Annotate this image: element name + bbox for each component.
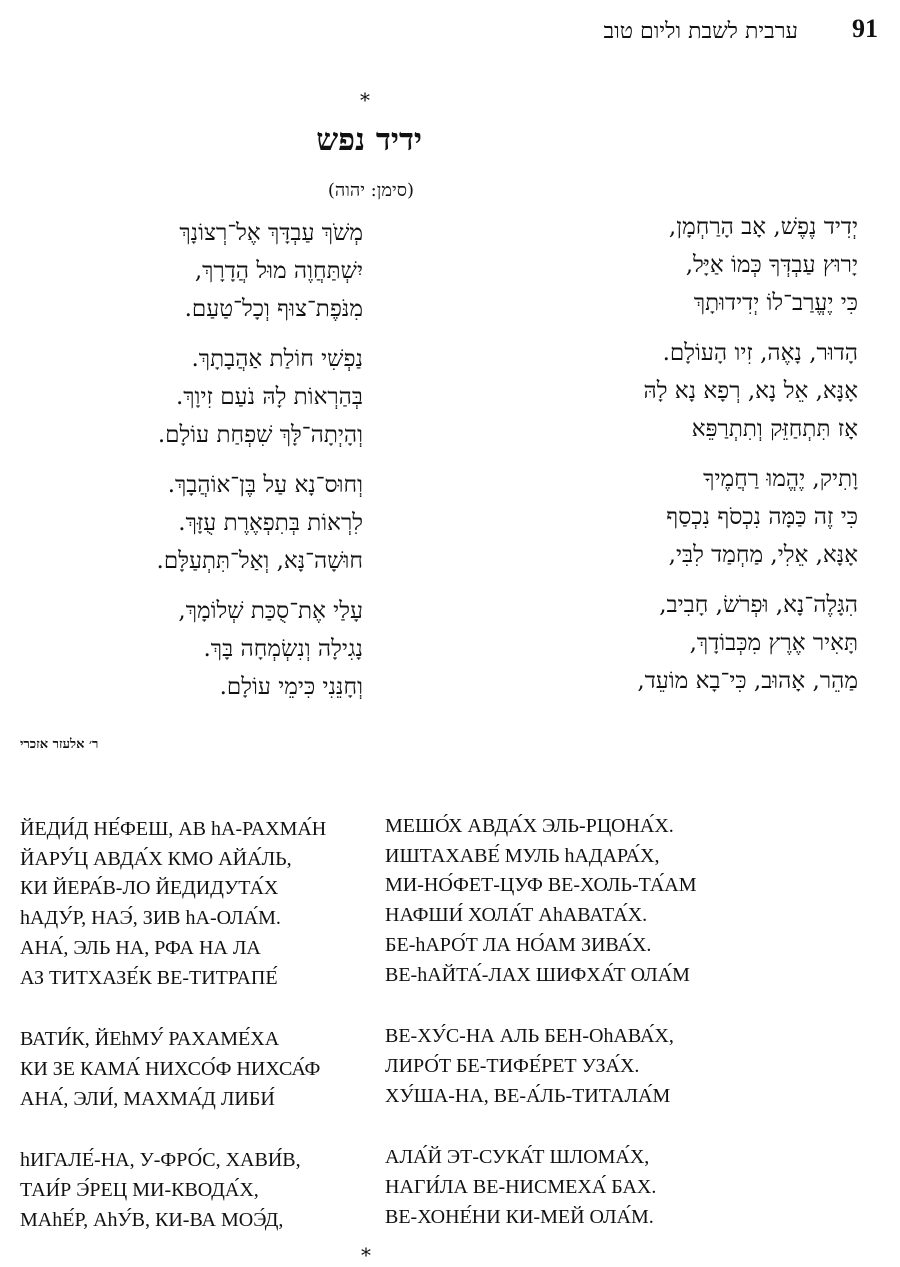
hebrew-stanza <box>637 460 858 574</box>
hebrew-stanza <box>157 214 363 328</box>
hebrew-verse-line: לִרְאוֹת בְּתִפְאֶרֶת עֻזָּךְ. <box>178 510 363 536</box>
transliteration-line: ВЕ-hАЙТА́-ЛАХ ШИФХА́Т ОЛА́М <box>385 963 690 986</box>
transliteration-line: АНА́, ЭЛЬ НА, РФА НА ЛА <box>20 936 261 959</box>
hebrew-stanza <box>637 334 858 448</box>
hebrew-verse-line: הִגָּלֶה־נָא, וּפְרֹשׂ, חָבִיב, <box>659 592 858 618</box>
hebrew-verse-line: אָז תִּתְחַזֵּק וְתִתְרַפֵּא <box>691 416 858 442</box>
hebrew-verse-line: מִנֹּפֶת־צוּף וְכָל־טַעַם. <box>184 296 363 322</box>
hebrew-verse-line: יְדִיד נֶפֶשׁ, אָב הָרַחְמָן, <box>668 214 858 240</box>
page-number: 91 <box>852 14 878 43</box>
transliteration-line: НАФШИ́ ХОЛА́Т АhАВАТА́Х. <box>385 904 648 927</box>
hebrew-verse-line: וָתִיק, יֶהֱמוּ רַחֲמֶיךָ <box>703 466 858 492</box>
transliteration-line: АЗ ТИТХАЗЕ́К ВЕ-ТИТРАПЕ́ <box>20 966 278 989</box>
hebrew-verse-line: מְשֹׁךְ עַבְדָּךְ אֶל־רְצוֹנָךְ <box>179 220 363 246</box>
transliteration-stanza <box>20 1146 326 1235</box>
hebrew-verse-line: עָלַי אֶת־סֻכַּת שְׁלוֹמָךְ, <box>178 598 363 624</box>
hebrew-verse-line: אָנָּא, אֵל נָא, רְפָא נָא לָהּ <box>643 378 858 404</box>
transliteration-line: ЙАРУ́Ц АВДА́Х КМО АЙА́ЛЬ, <box>20 847 292 870</box>
hebrew-verse-line: יִשְׁתַּחֲוֶה מוּל הֲדָרָךְ, <box>194 258 363 284</box>
hebrew-verse-line: נָגִילָה וְנִשְׂמְחָה בָּךְ. <box>203 636 363 662</box>
hebrew-stanza <box>637 586 858 700</box>
hebrew-column-right <box>637 208 858 712</box>
star-ornament-bottom: * <box>361 1243 371 1267</box>
hebrew-verse-line: כִּי זֶה כַּמָּה נִכְסֹף נִכְסַף <box>666 504 858 530</box>
poem-title: ידיד נפש <box>316 122 422 158</box>
hebrew-stanza <box>637 208 858 322</box>
transliteration-stanza <box>385 1143 697 1232</box>
hebrew-verse-line: וְחָנֵּנִי כִּימֵי עוֹלָם. <box>219 674 363 700</box>
transliteration-line: ИШТАХАВЕ́ МУЛЬ hАДАРА́Х, <box>385 844 660 867</box>
star-ornament: * <box>360 88 370 112</box>
transliteration-line: КИ ЙЕРА́В-ЛО ЙЕДИДУТА́Х <box>20 877 279 900</box>
transliteration-line: ХУ́ША-НА, ВЕ-А́ЛЬ-ТИТАЛА́М <box>385 1084 671 1107</box>
transliteration-stanza <box>20 815 326 993</box>
hebrew-column-left <box>157 214 363 718</box>
running-title: ערבית לשבת וליום טוב <box>603 19 798 44</box>
transliteration-line: БЕ-hАРО́Т ЛА НО́АМ ЗИВА́Х. <box>385 933 652 956</box>
transliteration-line: ЛИРО́Т БЕ-ТИФЕ́РЕТ УЗА́Х. <box>385 1054 640 1077</box>
transliteration-line: ЙЕДИ́Д НЕ́ФЕШ, АВ hА-РАХМА́Н <box>20 818 327 840</box>
transliteration-line: НАГИ́ЛА ВЕ-НИСМЕХА́ БАХ. <box>385 1176 657 1199</box>
transliteration-column-right <box>385 812 697 1264</box>
transliteration-line: hАДУ́Р, НАЭ́, ЗИВ hА-ОЛА́М. <box>20 907 281 930</box>
hebrew-verse-line: כִּי יֶעֱרַב־לוֹ יְדִידוּתָךְ <box>693 290 858 316</box>
hebrew-verse-line: נַפְשִׁי חוֹלַת אַהֲבָתָךְ. <box>191 346 363 372</box>
hebrew-verse-line: הָדוּר, נָאֶה, זִיו הָעוֹלָם. <box>662 340 858 366</box>
transliteration-line: ВАТИ́К, ЙЕhМУ́ РАХАМЕ́ХА <box>20 1028 280 1051</box>
transliteration-line: МАhЕ́Р, АhУ́В, КИ-ВА МОЭ́Д, <box>20 1208 284 1231</box>
transliteration-line: КИ ЗЕ КАМА́ НИХСО́Ф НИХСА́Ф <box>20 1057 321 1080</box>
hebrew-verse-line: חוּשָׁה־נָּא, וְאַל־תִּתְעַלָּם. <box>156 548 363 574</box>
transliteration-stanza <box>20 1025 326 1114</box>
hebrew-stanza <box>157 592 363 706</box>
transliteration-stanza <box>385 812 697 990</box>
hebrew-verse-line: אָנָּא, אֵלִי, מַחְמַד לִבִּי, <box>668 542 858 568</box>
hebrew-stanza <box>157 466 363 580</box>
transliteration-line: АЛА́Й ЭТ-СУКА́Т ШЛОМА́Х, <box>385 1146 650 1169</box>
hebrew-verse-line: וְחוּס־נָא עַל בֶּן־אוֹהֲבָךְ. <box>167 472 363 498</box>
poem-subtitle: (סימן: יהוה) <box>327 180 414 201</box>
hebrew-verse-line: יָרוּץ עַבְדְּךָ כְּמוֹ אַיָּל, <box>685 252 858 278</box>
transliteration-line: АНА́, ЭЛИ́, МАХМА́Д ЛИБИ́ <box>20 1087 275 1110</box>
transliteration-line: ТАИ́Р Э́РЕЦ МИ-КВОДА́Х, <box>20 1179 259 1202</box>
transliteration-line: МЕШО́Х АВДА́Х ЭЛЬ-РЦОНА́Х. <box>385 815 674 837</box>
transliteration-line: hИГАЛЕ́-НА, У-ФРО́С, ХАВИ́В, <box>20 1149 301 1172</box>
transliteration-stanza <box>385 1022 697 1111</box>
transliteration-line: ВЕ-ХОНЕ́НИ КИ-МЕЙ ОЛА́М. <box>385 1205 654 1228</box>
transliteration-line: МИ-НО́ФЕТ-ЦУФ ВЕ-ХОЛЬ-ТА́АМ <box>385 874 697 897</box>
transliteration-column-left <box>20 815 326 1267</box>
hebrew-verse-line: בְּהַרְאוֹת לָהּ נֹעַם זִיוָךְ. <box>175 384 363 410</box>
author-credit: ר׳ אלעזר אזכרי <box>20 737 99 752</box>
hebrew-verse-line: מַהֵר, אָהוּב, כִּי־בָא מוֹעֵד, <box>637 668 858 694</box>
hebrew-stanza <box>157 340 363 454</box>
hebrew-verse-line: וְהָיְתָה־לָּךְ שִׁפְחַת עוֹלָם. <box>157 422 363 448</box>
transliteration-line: ВЕ-ХУ́С-НА АЛЬ БЕН-ОhАВА́Х, <box>385 1025 674 1048</box>
hebrew-verse-line: תָּאִיר אֶרֶץ מִכְּבוֹדָךְ, <box>689 630 858 656</box>
